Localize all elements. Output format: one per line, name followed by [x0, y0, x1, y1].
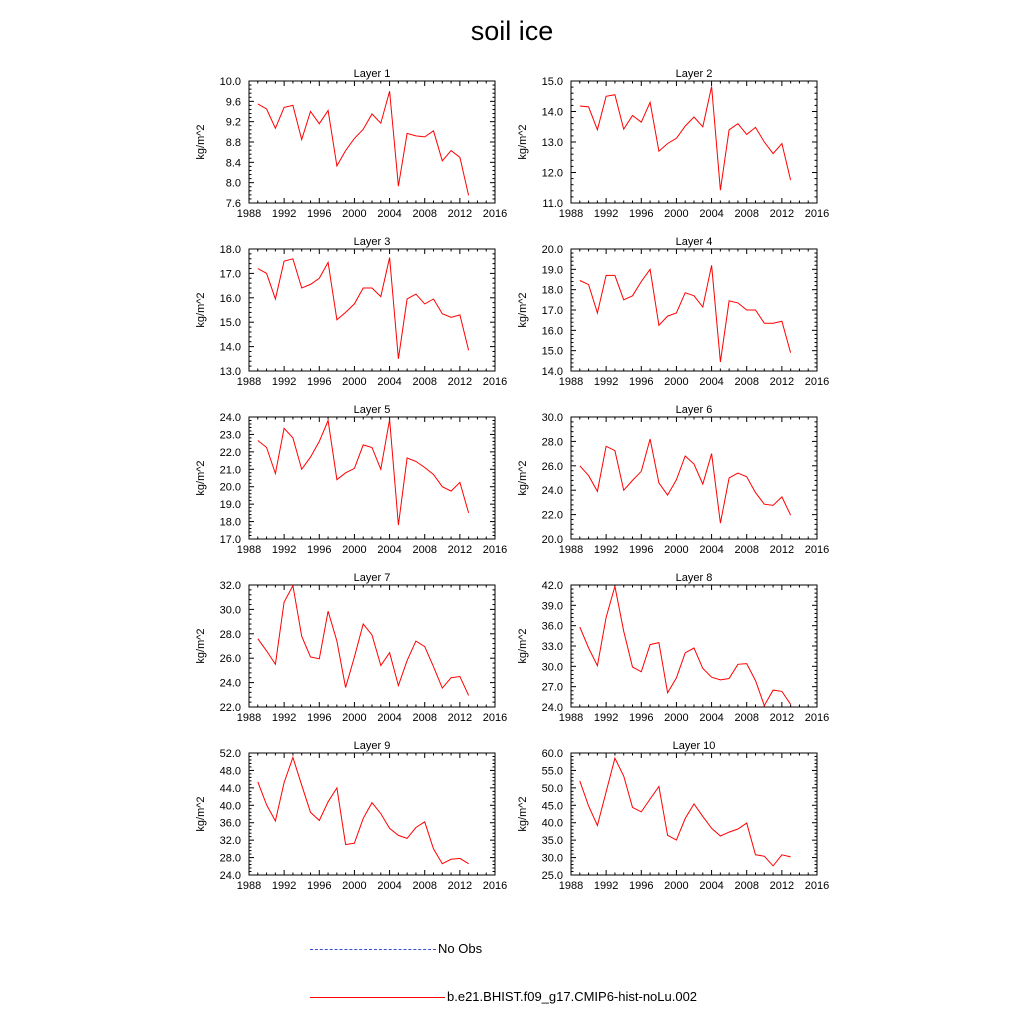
plot-frame-8 [571, 585, 817, 707]
x-tick-label: 2004 [377, 208, 402, 220]
y-tick-label: 40.0 [219, 800, 241, 813]
y-tick-label: 24.0 [219, 677, 241, 690]
y-tick-label: 30.0 [541, 661, 563, 674]
y-tick-label: 17.0 [541, 305, 563, 317]
y-axis-label-8: kg/m^2 [517, 628, 529, 664]
y-tick-label: 30.0 [541, 412, 563, 424]
y-tick-label: 36.0 [541, 620, 563, 633]
x-tick-label: 2004 [377, 544, 402, 556]
y-tick-label: 24.0 [541, 702, 563, 714]
panel-layer-8 [517, 572, 829, 724]
y-tick-label: 50.0 [541, 782, 563, 795]
x-tick-label: 2012 [447, 208, 473, 220]
x-tick-label: 1996 [629, 208, 654, 220]
y-tick-label: 8.4 [225, 157, 241, 170]
x-tick-label: 1988 [236, 208, 262, 220]
x-tick-label: 2016 [482, 376, 508, 388]
x-tick-label: 1988 [236, 376, 262, 388]
x-tick-label: 1996 [629, 544, 654, 556]
x-tick-label: 1992 [593, 208, 619, 220]
y-tick-label: 22.0 [219, 702, 241, 714]
x-tick-label: 1992 [593, 376, 619, 388]
y-tick-label: 40.0 [541, 817, 563, 830]
legend-model [310, 989, 697, 1004]
x-tick-label: 2008 [412, 376, 437, 388]
y-axis-label-2: kg/m^2 [517, 124, 529, 160]
x-tick-label: 2012 [447, 376, 473, 388]
y-tick-label: 9.2 [225, 116, 241, 129]
y-tick-label: 26.0 [219, 653, 241, 666]
panel-layer-2 [517, 68, 829, 220]
x-tick-label: 1996 [629, 880, 654, 892]
y-tick-label: 17.0 [219, 534, 241, 546]
y-tick-label: 7.6 [225, 198, 241, 210]
x-tick-label: 2004 [377, 880, 402, 892]
plot-frame-1 [249, 81, 495, 203]
x-tick-label: 2004 [699, 880, 724, 892]
y-tick-label: 9.6 [225, 96, 241, 109]
x-tick-label: 2008 [734, 712, 759, 724]
x-tick-label: 1992 [271, 208, 297, 220]
panel-title-3: Layer 3 [353, 236, 391, 248]
y-tick-label: 20.0 [541, 534, 563, 546]
y-tick-label: 15.0 [541, 76, 563, 88]
x-tick-label: 1992 [593, 712, 619, 724]
y-tick-label: 13.0 [541, 137, 563, 149]
y-axis-label-5: kg/m^2 [195, 460, 207, 496]
y-tick-label: 21.0 [219, 464, 241, 477]
x-tick-label: 2016 [482, 712, 508, 724]
x-tick-label: 2008 [734, 208, 759, 220]
x-tick-label: 2016 [482, 544, 508, 556]
x-tick-label: 1988 [236, 712, 262, 724]
x-tick-label: 1996 [307, 712, 332, 724]
x-tick-label: 1988 [236, 544, 262, 556]
x-tick-label: 2008 [412, 880, 437, 892]
y-tick-label: 52.0 [219, 748, 241, 760]
x-tick-label: 1988 [558, 376, 584, 388]
x-tick-label: 2000 [342, 880, 367, 892]
y-tick-label: 22.0 [219, 446, 241, 459]
y-tick-label: 16.0 [219, 292, 241, 305]
legend-line-model [310, 997, 445, 998]
panel-title-5: Layer 5 [353, 404, 391, 416]
y-tick-label: 16.0 [541, 325, 563, 338]
x-tick-label: 1996 [307, 880, 332, 892]
y-tick-label: 19.0 [219, 499, 241, 512]
x-tick-label: 2000 [342, 208, 367, 220]
y-tick-label: 30.0 [541, 852, 563, 865]
y-tick-label: 27.0 [541, 681, 563, 694]
y-tick-label: 15.0 [541, 345, 563, 358]
x-tick-label: 1992 [271, 544, 297, 556]
legend-label-no-obs: No Obs [438, 941, 483, 956]
x-tick-label: 2012 [447, 712, 473, 724]
x-tick-label: 2012 [769, 208, 795, 220]
y-tick-label: 24.0 [219, 870, 241, 882]
y-tick-label: 45.0 [541, 800, 563, 813]
panel-layer-7 [195, 572, 507, 724]
y-axis-label-3: kg/m^2 [195, 292, 207, 328]
y-tick-label: 24.0 [219, 412, 241, 424]
legend-line-no-obs [310, 949, 436, 950]
x-tick-label: 2016 [804, 880, 830, 892]
plot-frame-4 [571, 249, 817, 371]
plot-frame-5 [249, 417, 495, 539]
panel-title-10: Layer 10 [672, 740, 716, 752]
x-tick-label: 2008 [412, 208, 437, 220]
y-tick-label: 42.0 [541, 580, 563, 592]
x-tick-label: 1996 [307, 208, 332, 220]
x-tick-label: 2004 [377, 376, 402, 388]
y-tick-label: 10.0 [219, 76, 241, 88]
x-tick-label: 2004 [699, 376, 724, 388]
x-tick-label: 2012 [447, 880, 473, 892]
y-tick-label: 8.0 [225, 177, 241, 190]
panel-layer-9 [195, 740, 507, 892]
y-tick-label: 25.0 [541, 870, 563, 882]
y-tick-label: 19.0 [541, 264, 563, 277]
series-line-layer-10 [580, 758, 791, 866]
y-tick-label: 55.0 [541, 765, 563, 778]
x-tick-label: 2000 [664, 544, 689, 556]
legend-label-model: b.e21.BHIST.f09_g17.CMIP6-hist-noLu.002 [447, 989, 698, 1004]
panel-title-7: Layer 7 [353, 572, 391, 584]
panel-layer-10 [517, 740, 829, 892]
series-line-layer-7 [258, 586, 469, 696]
series-line-layer-4 [580, 265, 791, 362]
x-tick-label: 2004 [699, 544, 724, 556]
x-tick-label: 1988 [558, 880, 584, 892]
series-line-layer-3 [258, 258, 469, 359]
x-tick-label: 2012 [769, 712, 795, 724]
series-line-layer-6 [580, 439, 791, 523]
y-tick-label: 28.0 [219, 628, 241, 641]
x-tick-label: 1996 [629, 712, 654, 724]
y-tick-label: 24.0 [541, 485, 563, 498]
y-tick-label: 32.0 [219, 835, 241, 848]
y-axis-label-4: kg/m^2 [517, 292, 529, 328]
x-tick-label: 1992 [593, 880, 619, 892]
y-tick-label: 14.0 [541, 106, 563, 119]
y-axis-label-6: kg/m^2 [517, 460, 529, 496]
x-tick-label: 1988 [236, 880, 262, 892]
panel-title-2: Layer 2 [675, 68, 713, 80]
series-line-layer-9 [258, 757, 469, 863]
y-tick-label: 13.0 [219, 366, 241, 378]
x-tick-label: 2008 [412, 544, 437, 556]
y-axis-label-1: kg/m^2 [195, 124, 207, 160]
x-tick-label: 2000 [664, 208, 689, 220]
y-tick-label: 32.0 [219, 580, 241, 592]
x-tick-label: 2016 [482, 880, 508, 892]
panel-title-9: Layer 9 [353, 740, 391, 752]
x-tick-label: 2008 [734, 376, 759, 388]
x-tick-label: 1988 [558, 544, 584, 556]
y-tick-label: 20.0 [219, 481, 241, 494]
y-axis-label-7: kg/m^2 [195, 628, 207, 664]
plot-frame-9 [249, 753, 495, 875]
y-tick-label: 12.0 [541, 167, 563, 180]
x-tick-label: 2012 [769, 880, 795, 892]
x-tick-label: 2000 [664, 712, 689, 724]
x-tick-label: 2016 [804, 376, 830, 388]
y-tick-label: 14.0 [219, 341, 241, 354]
y-tick-label: 44.0 [219, 782, 241, 795]
panel-title-1: Layer 1 [353, 68, 391, 80]
panel-layer-1 [195, 68, 507, 220]
x-tick-label: 1988 [558, 712, 584, 724]
plot-frame-6 [571, 417, 817, 539]
panel-layer-3 [195, 236, 507, 388]
y-tick-label: 48.0 [219, 765, 241, 778]
x-tick-label: 2008 [734, 880, 759, 892]
x-tick-label: 1992 [271, 880, 297, 892]
panel-title-4: Layer 4 [675, 236, 713, 248]
y-tick-label: 33.0 [541, 641, 563, 653]
y-axis-label-9: kg/m^2 [195, 796, 207, 832]
series-line-layer-1 [258, 91, 469, 195]
y-tick-label: 11.0 [542, 198, 563, 210]
x-tick-label: 2012 [769, 376, 795, 388]
legend-no-obs [310, 941, 482, 956]
x-tick-label: 2000 [664, 880, 689, 892]
y-tick-label: 23.0 [219, 429, 241, 442]
x-tick-label: 2012 [769, 544, 795, 556]
y-tick-label: 18.0 [541, 284, 563, 297]
y-tick-label: 39.0 [541, 600, 563, 613]
y-tick-label: 30.0 [219, 604, 241, 617]
y-tick-label: 17.0 [219, 268, 241, 281]
x-tick-label: 2016 [804, 544, 830, 556]
plot-frame-2 [571, 81, 817, 203]
panel-layer-6 [517, 404, 829, 556]
y-tick-label: 18.0 [219, 244, 241, 256]
y-tick-label: 26.0 [541, 460, 563, 473]
x-tick-label: 2004 [699, 712, 724, 724]
x-tick-label: 2000 [342, 376, 367, 388]
y-tick-label: 18.0 [219, 516, 241, 529]
x-tick-label: 2012 [447, 544, 473, 556]
y-tick-label: 36.0 [219, 817, 241, 830]
y-tick-label: 14.0 [541, 366, 563, 378]
series-line-layer-5 [258, 420, 469, 525]
y-tick-label: 20.0 [541, 244, 563, 256]
series-line-layer-2 [580, 87, 791, 191]
y-axis-label-10: kg/m^2 [517, 796, 529, 832]
y-tick-label: 60.0 [541, 748, 563, 760]
figure-title: soil ice [470, 16, 554, 46]
x-tick-label: 1996 [307, 376, 332, 388]
x-tick-label: 2004 [377, 712, 402, 724]
x-tick-label: 2004 [699, 208, 724, 220]
panel-layer-4 [517, 236, 829, 388]
y-tick-label: 28.0 [541, 436, 563, 449]
x-tick-label: 2000 [664, 376, 689, 388]
x-tick-label: 2008 [412, 712, 437, 724]
x-tick-label: 1992 [271, 712, 297, 724]
x-tick-label: 2000 [342, 712, 367, 724]
y-tick-label: 22.0 [541, 509, 563, 522]
panel-layer-5 [195, 404, 507, 556]
x-tick-label: 2008 [734, 544, 759, 556]
y-tick-label: 15.0 [219, 317, 241, 330]
x-tick-label: 2016 [804, 712, 830, 724]
panel-title-8: Layer 8 [675, 572, 713, 584]
x-tick-label: 1992 [271, 376, 297, 388]
y-tick-label: 8.8 [225, 137, 241, 149]
panel-title-6: Layer 6 [675, 404, 713, 416]
plot-frame-7 [249, 585, 495, 707]
x-tick-label: 1996 [307, 544, 332, 556]
x-tick-label: 2016 [482, 208, 508, 220]
plot-frame-3 [249, 249, 495, 371]
x-tick-label: 2016 [804, 208, 830, 220]
x-tick-label: 2000 [342, 544, 367, 556]
y-tick-label: 35.0 [541, 835, 563, 848]
x-tick-label: 1992 [593, 544, 619, 556]
x-tick-label: 1988 [558, 208, 584, 220]
x-tick-label: 1996 [629, 376, 654, 388]
y-tick-label: 28.0 [219, 852, 241, 865]
series-line-layer-8 [580, 586, 791, 705]
